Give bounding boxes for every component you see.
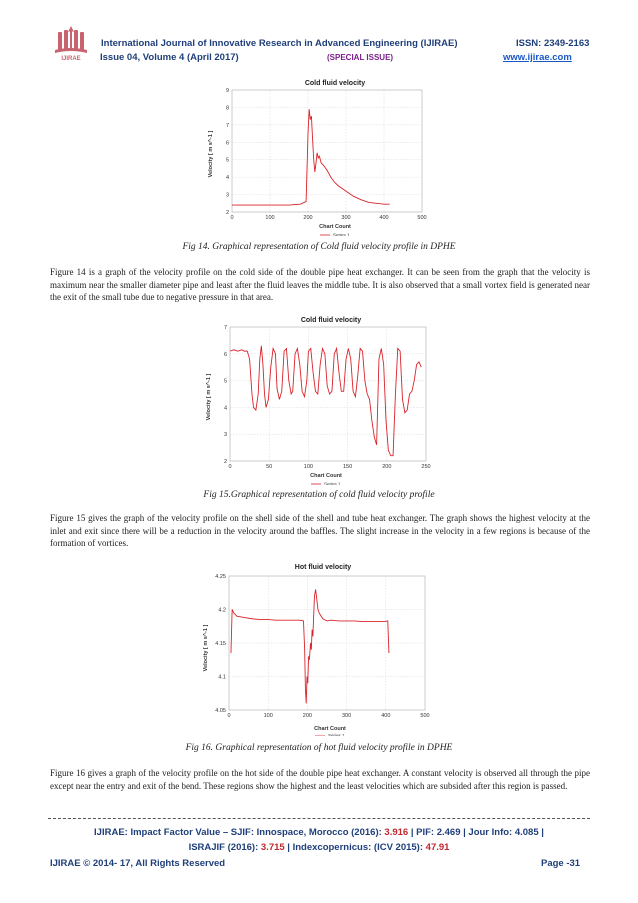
series-line [232,109,390,205]
footer-line1-a: IJIRAE: Impact Factor Value – SJIF: Innospace, Morocco (2016): [94,827,385,838]
y-tick-label: 7 [223,325,227,331]
fig15-caption: Fig 15.Graphical representation of cold fluid velocity profile [203,490,435,500]
footer-line2-a: ISRAJIF (2016): [188,842,261,853]
x-tick-label: 400 [381,713,391,719]
y-tick-label: 9 [225,88,229,94]
y-tick-label: 2 [223,459,227,465]
x-tick-label: 200 [382,464,392,470]
footer-divider [48,818,590,819]
x-axis-label: Chart Count [310,473,342,479]
x-tick-label: 100 [263,713,273,719]
y-tick-label: 5 [223,378,227,385]
y-tick-label: 4 [225,175,229,182]
journal-website-link[interactable]: www.ijirae.com [503,52,572,63]
chart-fig14 [200,76,440,236]
x-tick-label: 50 [266,464,273,470]
israjif-value: 3.715 [260,842,285,853]
icv-value: 47.91 [425,842,450,853]
plot-frame [232,90,422,212]
legend-label: Series 1 [328,733,345,736]
y-tick-label: 6 [223,351,227,358]
issn: ISSN: 2349-2163 [516,38,590,49]
paragraph-fig15: Figure 15 gives the graph of the velocity profile on the shell side of the shell and tube heat exchanger. The graph shows the highest velocity at the inlet and exit since there will be a reduction in the velocity around the baffles. The slight increase in the velocity in a few regions is because of the formation of vortices. [50,513,590,548]
issue-info: Issue 04, Volume 4 (April 2017) [100,52,239,63]
fig14-caption: Fig 14. Graphical representation of Cold fluid velocity profile in DPHE [182,242,456,252]
y-tick-label: 3 [223,432,227,439]
x-axis-label: Chart Count [314,726,346,732]
y-tick-label: 4.2 [218,607,226,614]
copyright: IJIRAE © 2014- 17, All Rights Reserved [50,858,226,869]
series-line [231,589,389,703]
x-tick-label: 150 [343,464,353,470]
chart-title: Hot fluid velocity [294,564,352,571]
y-tick-label: 4 [223,405,227,412]
y-tick-label: 4.25 [215,574,226,580]
plot-frame [229,576,425,710]
x-tick-label: 300 [342,713,352,719]
x-tick-label: 0 [227,713,231,719]
y-tick-label: 7 [225,122,229,129]
x-tick-label: 300 [341,215,351,221]
x-tick-label: 400 [379,215,389,221]
journal-title: International Journal of Innovative Research in Advanced Engineering (IJIRAE) [101,38,458,49]
x-tick-label: 0 [230,215,234,221]
series-line [230,346,421,456]
chart-title: Cold fluid velocity [300,317,362,324]
journal-logo [50,20,92,62]
footer-line2-c: | Indexcopernicus: (ICV 2015): [284,842,426,853]
x-tick-label: 500 [420,713,430,719]
x-axis-label: Chart Count [319,224,351,230]
y-tick-label: 4.05 [215,708,226,714]
x-tick-label: 250 [421,464,431,470]
x-tick-label: 100 [265,215,275,221]
paragraph-fig14: Figure 14 is a graph of the velocity profile on the cold side of the double pipe heat exchanger. It can be seen from the graph that the velocity is maximum near the smaller diameter pipe and least after the fluid leaves the middle tube. It is also observed that a small vortex field is generated near the exit of the small tube due to negative pressure in that area. [50,267,590,302]
y-tick-label: 4.1 [218,674,226,681]
x-tick-label: 100 [303,464,313,470]
y-tick-label: 2 [225,210,229,216]
y-tick-label: 8 [225,105,229,112]
fig16-caption: Fig 16. Graphical representation of hot fluid velocity profile in DPHE [185,743,453,753]
y-tick-label: 5 [225,157,229,164]
sjif-value: 3.916 [384,827,409,838]
legend-label: Series 1 [333,232,350,236]
x-tick-label: 200 [303,215,313,221]
chart-fig16 [195,560,440,736]
chart-title: Cold fluid velocity [304,80,366,87]
x-tick-label: 200 [302,713,312,719]
legend-label: Series 1 [324,481,341,485]
y-tick-label: 6 [225,140,229,147]
page-number: Page -31 [541,858,581,869]
special-issue: (SPECIAL ISSUE) [327,53,394,62]
footer-impact-line [0,827,638,838]
chart-fig15 [198,313,443,485]
x-tick-label: 0 [228,464,232,470]
footer-line1-c: | PIF: 2.469 | Jour Info: 4.085 | [408,827,544,838]
logo-text: IJIRAE [61,56,81,62]
plot-frame [230,327,426,461]
paragraph-fig16: Figure 16 gives a graph of the velocity profile on the hot side of the double pipe heat exchanger. A constant velocity is observed all through the pipe except near the entry and exit of the bend. These regions show the highest and the least velocities which are subsided after this region is passed. [50,768,590,791]
y-axis-label: Velocity [ m s^-1 ] [208,130,214,178]
y-axis-label: Velocity [ m s^-1 ] [203,624,209,672]
x-tick-label: 500 [417,215,427,221]
y-tick-label: 4.15 [215,641,226,647]
footer-index-line [0,842,638,853]
y-axis-label: Velocity [ m s^-1 ] [206,373,212,421]
y-tick-label: 3 [225,192,229,199]
